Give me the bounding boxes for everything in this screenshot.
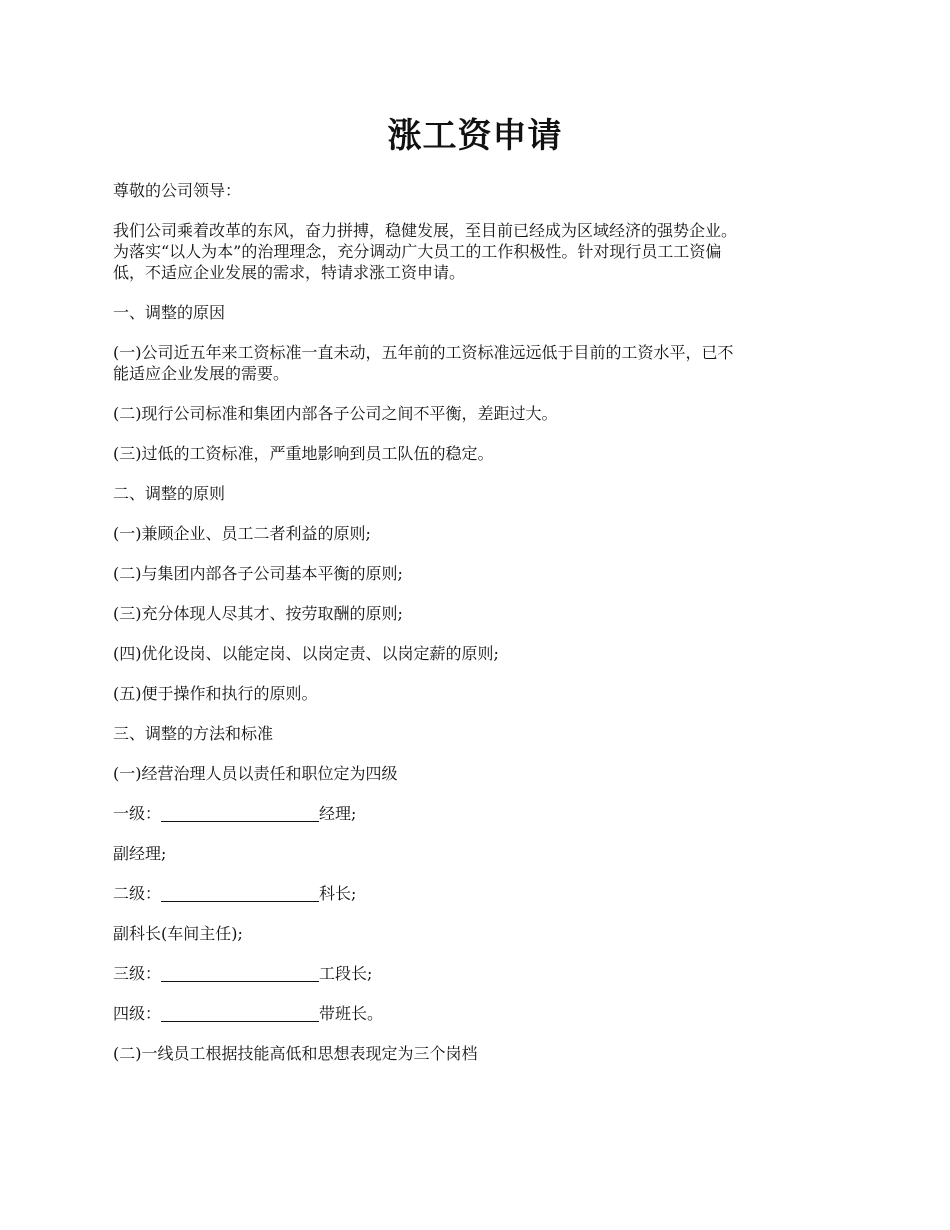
- section1-item1-line: (一)公司近五年来工资标准一直未动，五年前的工资标准远远低于目前的工资水平，已不: [113, 343, 734, 362]
- level2-extra: 副科长(车间主任);: [113, 924, 243, 943]
- level3-line: [113, 963, 843, 984]
- intro-paragraph: [113, 220, 843, 283]
- level1-blank: [161, 806, 319, 822]
- section1-item2: (二)现行公司标准和集团内部各子公司之间不平衡，差距过大。: [113, 404, 558, 423]
- section2-item: (四)优化设岗、以能定岗、以岗定责、以岗定薪的原则;: [113, 644, 499, 663]
- level2-prefix: 二级：: [113, 884, 162, 903]
- level1-extra: 副经理;: [113, 844, 167, 863]
- document-body: [113, 180, 843, 1064]
- level4-suffix: 带班长。: [319, 1004, 384, 1023]
- section1-item1-line: 能适应企业发展的需要。: [113, 364, 290, 383]
- level4-blank: [161, 1006, 319, 1022]
- intro-line: 我们公司乘着改革的东风，奋力拼搏，稳健发展，至目前已经成为区域经济的强势企业。: [113, 221, 738, 240]
- section2-item: (五)便于操作和执行的原则。: [113, 684, 318, 703]
- level3-prefix: 三级：: [113, 964, 162, 983]
- level1-line: [113, 803, 843, 824]
- section2-item: (二)与集团内部各子公司基本平衡的原则;: [113, 564, 403, 583]
- level3-suffix: 工段长;: [319, 964, 373, 983]
- level4-line: [113, 1003, 843, 1024]
- greeting: 尊敬的公司领导：: [113, 181, 242, 200]
- level2-blank: [161, 886, 319, 902]
- section2-heading: 二、调整的原则: [113, 484, 226, 503]
- section3-sub2: (二)一线员工根据技能高低和思想表现定为三个岗档: [113, 1044, 478, 1063]
- section3-sub1: (一)经营治理人员以责任和职位定为四级: [113, 764, 398, 783]
- section1-item1: [113, 342, 843, 384]
- level2-suffix: 科长;: [319, 884, 357, 903]
- section3-heading: 三、调整的方法和标准: [113, 724, 274, 743]
- level1-prefix: 一级：: [113, 804, 162, 823]
- level2-line: [113, 883, 843, 904]
- section2-item: (三)充分体现人尽其才、按劳取酬的原则;: [113, 604, 403, 623]
- level1-suffix: 经理;: [319, 804, 357, 823]
- section1-heading: 一、调整的原因: [113, 303, 226, 322]
- level3-blank: [161, 966, 319, 982]
- section1-item3: (三)过低的工资标准，严重地影响到员工队伍的稳定。: [113, 444, 494, 463]
- section2-item: (一)兼顾企业、员工二者利益的原则;: [113, 524, 371, 543]
- intro-line: 为落实“以人为本”的治理理念，充分调动广大员工的工作积极性。针对现行员工工资偏: [113, 242, 722, 261]
- document-title: 涨工资申请: [387, 116, 563, 156]
- intro-line: 低，不适应企业发展的需求，特请求涨工资申请。: [113, 263, 466, 282]
- level4-prefix: 四级：: [113, 1004, 162, 1023]
